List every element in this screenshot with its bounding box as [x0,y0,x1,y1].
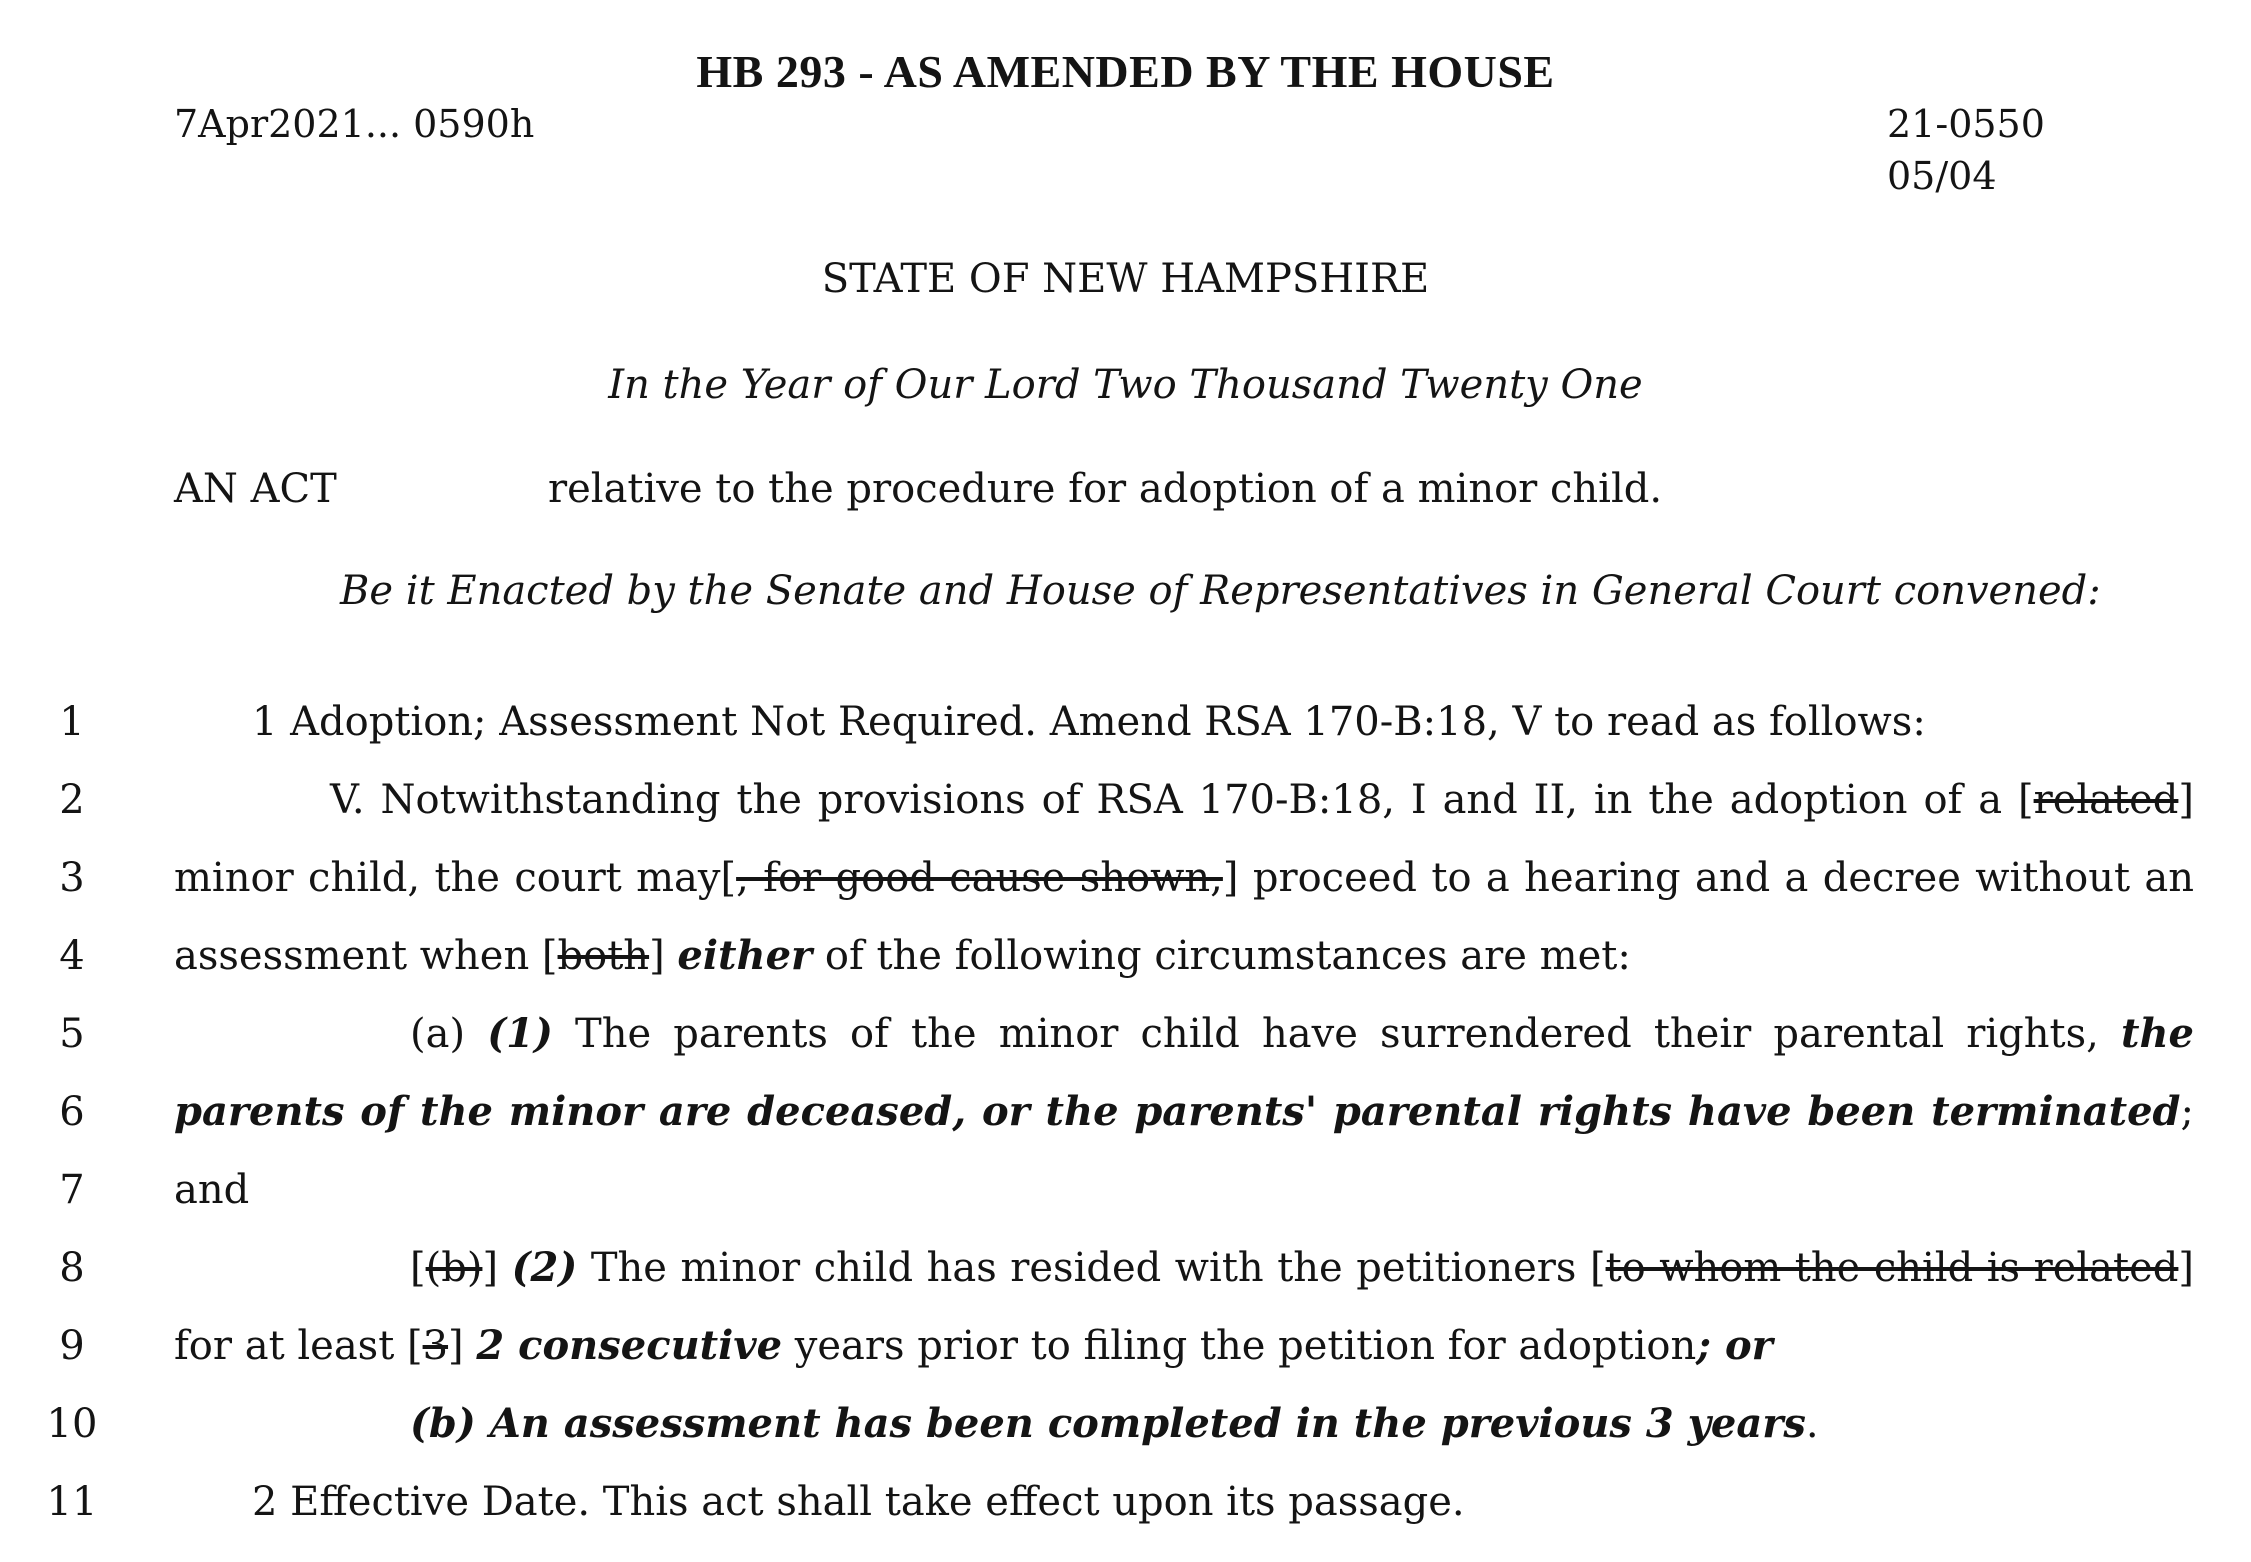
text-run: The parents of the minor child have surrendered their parental rights, [552,1011,2121,1057]
text-run: ] proceed to a hearing and a decree without an [1222,855,2194,901]
deleted-text: 3 [422,1323,449,1369]
bill-line-1 [174,692,2194,752]
text-run: The minor child has resided with the petitioners [ [577,1245,1606,1291]
bill-line-9 [174,1316,2194,1376]
text-run: [ [410,1245,426,1291]
line-number: 10 [46,1401,98,1447]
text-run: V. Notwithstanding the provisions of RSA 170-B:18, I and II, in the adoption of a [ [330,777,2034,823]
text-run: (a) [410,1011,488,1057]
text-run: of the following circumstances are met: [812,933,1631,979]
bill-line-8 [174,1238,2194,1298]
line-number: 5 [59,1011,85,1057]
line-number: 2 [59,777,85,823]
text-run: ] [2178,777,2194,823]
added-text: the [2120,1010,2194,1057]
text-run: ] [448,1323,477,1369]
deleted-text: (b) [425,1245,483,1291]
reference-number: 21-0550 [1887,102,2045,146]
deleted-text: , for good cause shown, [736,855,1223,901]
deleted-text: to whom the child is related [1605,1245,2179,1291]
line-number: 1 [59,699,85,745]
line-number: 6 [59,1089,85,1135]
document-id: 7Apr2021... 0590h [174,102,535,146]
text-run: assessment when [ [174,933,558,979]
bill-line-2 [174,770,2194,830]
state-heading: STATE OF NEW HAMPSHIRE [821,256,1430,302]
text-run: and [174,1167,250,1213]
added-text: (1) [487,1010,553,1057]
added-text: ; or [1696,1322,1773,1369]
added-text: (b) An assessment has been completed in the previous 3 years [410,1400,1806,1447]
line-number: 4 [59,933,85,979]
added-text: (2) [511,1244,578,1291]
section-heading: 1 Adoption; Assessment Not Required. Amend RSA 170-B:18, V to read as follows: [252,699,1926,745]
deleted-text: related [2033,777,2179,823]
act-title: relative to the procedure for adoption of a minor child. [548,466,1663,512]
text-run: minor child, the court may[ [174,855,737,901]
text-run: for at least [ [174,1323,423,1369]
text-run: . [1805,1401,1819,1447]
reference-date: 05/04 [1887,154,1997,198]
text-run: years prior to filing the petition for adoption [782,1323,1697,1369]
act-label: AN ACT [174,466,337,512]
text-run: ; [2180,1089,2194,1135]
enacting-clause: Be it Enacted by the Senate and House of Representatives in General Court convened: [340,568,2101,614]
bill-line-4 [174,926,2194,986]
line-number: 7 [59,1167,85,1213]
deleted-text: both [557,933,650,979]
bill-line-5 [174,1004,2194,1064]
line-number: 9 [59,1323,85,1369]
bill-line-3 [174,848,2194,908]
bill-title: HB 293 - AS AMENDED BY THE HOUSE [696,46,1555,97]
bill-line-11 [174,1472,2194,1532]
year-line: In the Year of Our Lord Two Thousand Twenty One [608,362,1643,408]
line-number: 11 [46,1479,98,1525]
bill-line-10 [174,1394,2194,1454]
text-run: ] [2178,1245,2194,1291]
text-run: ] [649,933,678,979]
section-heading: 2 Effective Date. This act shall take effect upon its passage. [252,1479,1465,1525]
added-text: 2 consecutive [476,1322,783,1369]
bill-line-6 [174,1082,2194,1142]
added-text: parents of the minor are deceased, or the parents' parental rights have been terminated [174,1088,2181,1135]
line-number: 3 [59,855,85,901]
line-number: 8 [59,1245,85,1291]
added-text: either [677,932,813,979]
text-run: ] [482,1245,512,1291]
bill-line-7 [174,1160,2194,1220]
